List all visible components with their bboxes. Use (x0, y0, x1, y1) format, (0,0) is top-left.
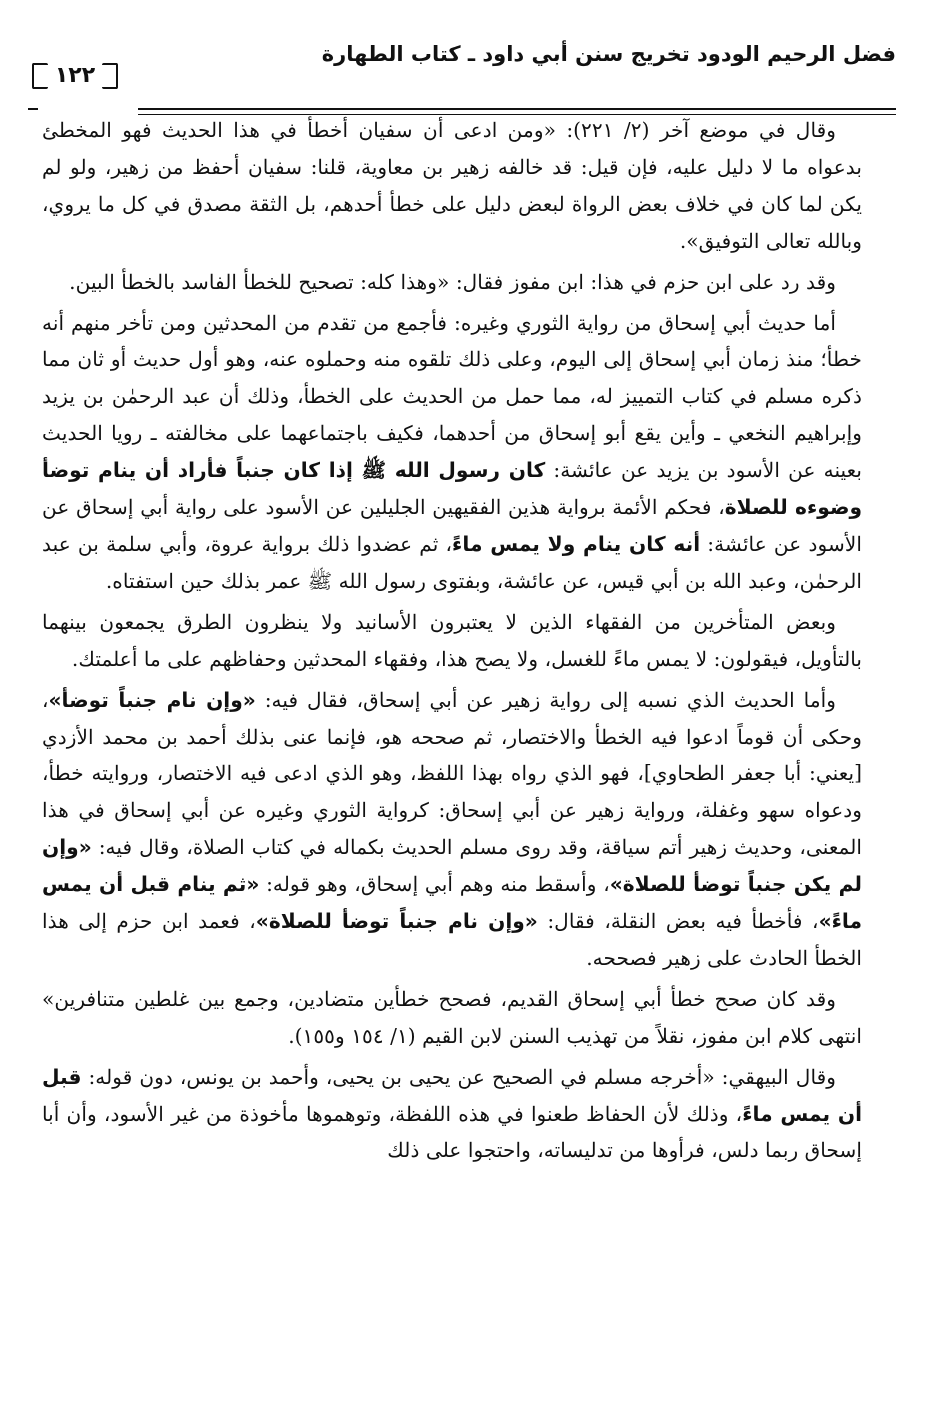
main-text (42, 112, 862, 1173)
running-header (28, 38, 896, 98)
text-run: أما حديث أبي إسحاق من رواية الثوري وغيره: فأجمع من تقدم من المحدثين ومن تأخر منهم أنه خطأ؛ منذ زمان أبي إسحاق إلى اليوم، وعلى ذلك تلقوه منه وحملوه عنه، وهو أول حديث أو ثان مما ذكره مسلم في كتاب التمييز له، مما حمل من الحديث على الخطأ، وذلك أن عبد الرحمٰن بن يزيد وإبراهيم النخعي ـ وأين يقع أبو إسحاق من أحدهما، فكيف باجتماعهما على مخالفته ـ رويا الحديث بعينه عن الأسود بن يزيد عن عائشة: (42, 310, 862, 483)
text-run: ، ثم عضدوا ذلك برواية عروة، وأبي سلمة بن عبد الرحمٰن، وعبد الله بن أبي قيس، عن عائشة، وبفتوى رسول الله ﷺ عمر بذلك حين استفتاه. (42, 531, 862, 593)
paragraph-6 (42, 981, 862, 1055)
text-run: ، وذلك لأن الحفاظ طعنوا في هذه اللفظة، وتوهموها مأخوذة من غير الأسود، وأن أبا إسحاق ربما دلس، فرأوها من تدليساته، واحتجوا على ذلك (42, 1101, 862, 1163)
text-run: وبعض المتأخرين من الفقهاء الذين لا يعتبرون الأسانيد ولا ينظرون الطرق يجمعون بينهما بالتأويل، فيقولون: لا يمس ماءً للغسل، ولا يصح هذا، وفقهاء المحدثين وحفاظهم على ما أعلمتك. (42, 609, 862, 671)
hadith-quote-bold: «وإن لم يكن جنباً توضأ للصلاة» (42, 835, 862, 897)
hadith-quote-bold: كان رسول الله ﷺ إذا كان جنباً فأراد أن ينام توضأ وضوءه للصلاة (42, 458, 863, 520)
hadith-quote-bold: «ثم ينام قبل أن يمس ماءً» (42, 872, 863, 934)
header-title: فضل الرحيم الودود تخريج سنن أبي داود ـ كتاب الطهارة (321, 42, 896, 66)
text-run: ، وحكى أن قوماً ادعوا فيه الخطأ والاختصار، ثم صححه هو، فإنما عنى بذلك أحمد بن محمد الأزدي [يعني: أبا جعفر الطحاوي]، فهو الذي رواه بهذا اللفظ، وهو الذي ادعى فيه الاختصار، وروايته خطأ، ودعواه سهو وغفلة، ورواية زهير عن أبي إسحاق: كرواية الثوري وغيره عن أبي إسحاق في هذا المعنى، وحديث زهير أتم سياقة، وقد روى مسلم الحديث بكماله في كتاب الصلاة، وقال فيه: (42, 687, 862, 860)
header-rule-left (28, 108, 38, 110)
paragraph-7 (42, 1059, 862, 1170)
hadith-quote-bold: «وإن نام جنباً توضأ للصلاة» (255, 909, 538, 934)
text-run: ، وأسقط منه وهم أبي إسحاق، وهو قوله: (259, 872, 610, 897)
text-run: وقال في موضع آخر (٢/ ٢٢١): «ومن ادعى أن سفيان أخطأ في هذا الحديث فهو المخطئ بدعواه ما لا دليل عليه، فإن قيل: قد خالفه زهير بن معاوية، قلنا: سفيان أحفظ من زهير، ولو لم يكن لما كان في خلاف بعض الرواة لبعض دليل على خطأ أحدهم، بل الثقة مصدق في كل ما يروي، وبالله تعالى التوفيق». (42, 118, 862, 253)
paragraph-5 (42, 682, 862, 977)
paragraph-4 (42, 604, 862, 678)
page-number: ١٢٢ (36, 60, 114, 90)
hadith-quote-bold: أنه كان ينام ولا يمس ماءً (452, 531, 701, 556)
text-run: وقد رد على ابن حزم في هذا: ابن مفوز فقال: «وهذا كله: تصحيح للخطأ الفاسد بالخطأ البين. (69, 269, 836, 294)
text-run: ، فحكم الأئمة برواية هذين الفقيهين الجليلين عن الأسود على رواية أبي إسحاق عن الأسود عن عائشة: (42, 495, 862, 556)
text-run: وأما الحديث الذي نسبه إلى رواية زهير عن أبي إسحاق، فقال فيه: (255, 687, 836, 712)
header-rule (138, 108, 896, 110)
paragraph-1 (42, 112, 862, 260)
hadith-quote-bold: قبل أن يمس ماءً (42, 1064, 862, 1126)
hadith-quote-bold: «وإن نام جنباً توضأ» (48, 687, 256, 712)
text-run: وقال البيهقي: «أخرجه مسلم في الصحيح عن يحيى بن يحيى، وأحمد بن يونس، دون قوله: (81, 1064, 836, 1089)
paragraph-2 (42, 264, 862, 301)
text-run: ، فأخطأ فيه بعض النقلة، فقال: (537, 909, 819, 934)
paragraph-3 (42, 305, 862, 600)
text-run: وقد كان صحح خطأ أبي إسحاق القديم، فصحح خطأين متضادين، وجمع بين غلطين متنافرين» انتهى كلام ابن مفوز، نقلاً من تهذيب السنن لابن القيم (١/ ١٥٤ و١٥٥). (42, 986, 862, 1048)
text-run: ، فعمد ابن حزم إلى هذا الخطأ الحادث على زهير فصححه. (42, 909, 862, 970)
